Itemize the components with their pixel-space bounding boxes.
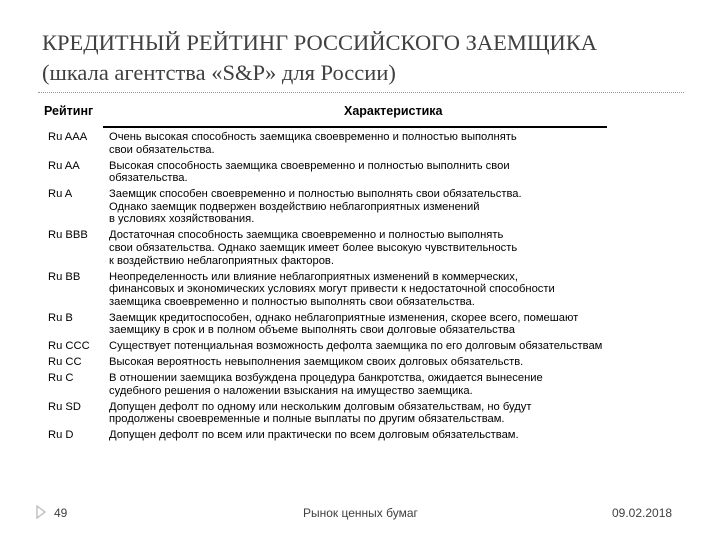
rating-code: Ru D xyxy=(48,429,74,442)
rating-description: Допущен дефолт по всем или практически по всем долговым обязательствам. xyxy=(109,429,519,442)
rating-description: В отношении заемщика возбуждена процедура банкротства, ожидается вынесение судебного решения о наложении взыскания на имущество заемщика. xyxy=(109,372,543,397)
rating-code: Ru A xyxy=(48,188,73,201)
rating-description: Заемщик способен своевременно и полностью выполнять свои обязательства. Однако заемщик подвержен воздействию неблагоприятных изменений в условиях хозяйствования. xyxy=(109,188,522,226)
table-row xyxy=(48,401,718,426)
table-row xyxy=(48,160,718,185)
table-row xyxy=(48,356,718,369)
table-row xyxy=(48,229,718,267)
rating-code: Ru CCC xyxy=(48,340,90,353)
table-row xyxy=(48,429,718,442)
rating-description: Высокая вероятность невыполнения заемщиком своих долговых обязательств. xyxy=(109,356,524,369)
slide-title xyxy=(42,28,597,88)
rating-description: Высокая способность заемщика своевременно и полностью выполнить свои обязательства. xyxy=(109,159,510,185)
column-header-description: Характеристика xyxy=(344,104,443,118)
rating-code: Ru AA xyxy=(48,159,80,172)
table-row xyxy=(48,372,718,397)
rating-code: Ru B xyxy=(48,311,73,324)
title-divider xyxy=(38,92,684,93)
table-row xyxy=(48,131,718,156)
rating-code: Ru AAA xyxy=(48,131,88,143)
table-row xyxy=(48,188,718,226)
rating-code: Ru C xyxy=(48,372,74,385)
rating-code: Ru BBB xyxy=(48,229,88,242)
rating-description: Очень высокая способность заемщика своевременно и полностью выполнять свои обязательства. xyxy=(109,131,517,156)
triangle-right-icon xyxy=(36,505,46,519)
page-number: 49 xyxy=(54,506,68,520)
title-line-1: КРЕДИТНЫЙ РЕЙТИНГ РОССИЙСКОГО ЗАЕМЩИКА xyxy=(42,30,598,55)
rating-code: Ru BB xyxy=(48,270,81,283)
rating-code: Ru CC xyxy=(48,356,82,369)
table-row xyxy=(48,340,718,353)
rating-table xyxy=(48,131,718,445)
rating-description: Допущен дефолт по одному или нескольким долговым обязательствам, но будут продолжены своевременные и полные выплаты по другим обязательствам. xyxy=(109,400,532,426)
table-row xyxy=(48,271,718,309)
rating-description: Достаточная способность заемщика своевременно и полностью выполнять свои обязательства. Однако заемщик имеет более высокую чувствительность к воздействию неблагоприятных факторов. xyxy=(109,229,518,267)
rating-code: Ru SD xyxy=(48,400,81,413)
footer-date: 09.02.2018 xyxy=(612,506,673,520)
footer-subject: Рынок ценных бумаг xyxy=(303,506,418,520)
title-line-2: (шкала агентства «S&P» для России) xyxy=(42,60,396,85)
rating-description: Существует потенциальная возможность дефолта заемщика по его долговым обязательствам xyxy=(109,340,603,353)
header-rule xyxy=(103,126,607,128)
rating-description: Заемщик кредитоспособен, однако неблагоприятные изменения, скорее всего, помешают заемщику в срок и в полном объеме выполнять свои долговые обязательства xyxy=(109,311,579,337)
rating-description: Неопределенность или влияние неблагоприятных изменений в коммерческих, финансовых и экономических условиях могут привести к недостаточной способности заемщика своевременно и полностью выполнять свои обязательства. xyxy=(109,270,555,308)
table-row xyxy=(48,312,718,337)
column-header-rating: Рейтинг xyxy=(44,104,94,118)
